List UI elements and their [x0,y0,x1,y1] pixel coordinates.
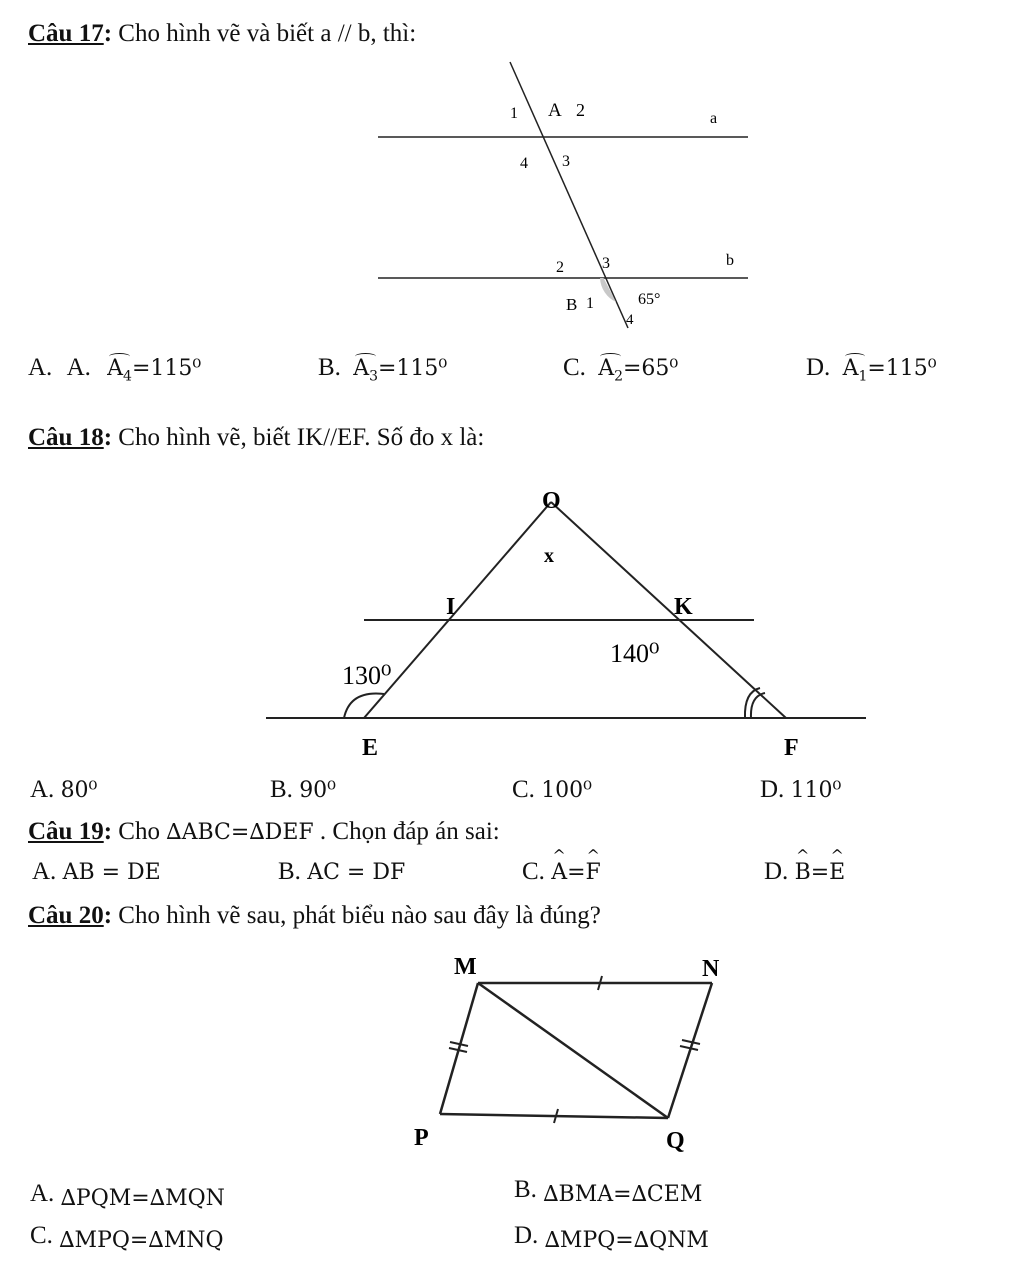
label-A: A [548,100,562,121]
label-b4: 4 [626,312,634,328]
q18-number: Câu 18 [28,424,104,451]
q20-option-b[interactable]: B. ∆BMA=∆CEM [514,1176,703,1207]
q20-figure [360,938,762,1170]
label-b3: 3 [602,255,610,272]
label-a3: 3 [562,153,570,170]
q19-option-a[interactable]: A. AB = DE [32,858,161,885]
q17-text: Cho hình vẽ và biết a // b, thì: [112,20,417,47]
q20-heading: Câu 20: Cho hình vẽ sau, phát biểu nào sau đây là đúng? [28,902,601,929]
label-P: P [414,1125,429,1151]
q18-option-d[interactable]: D. 110⁰ [760,776,842,803]
label-B: B [566,295,578,314]
label-b: b [726,252,734,269]
q18-option-a[interactable]: A. 80⁰ [30,776,98,803]
q17-option-a[interactable]: A. A. $A_4=115^0$ [28,354,202,385]
q20-text: Cho hình vẽ sau, phát biểu nào sau đây là đúng? [112,902,601,929]
q20-option-d[interactable]: D. ∆MPQ=∆QNM [514,1222,709,1253]
label-a2: 2 [576,100,585,120]
arc-130 [344,694,384,719]
q19-option-c[interactable]: C. ^ A=^ F [522,858,601,886]
q18-option-c[interactable]: C. 100⁰ [512,776,592,803]
side-oe [364,502,551,718]
label-K: K [674,594,693,620]
q17-number: Câu 17 [28,20,104,47]
q19-number: Câu 19 [28,818,104,845]
q19-option-d[interactable]: D. ^ B=^ E [764,858,845,886]
label-140: 140⁰ [610,639,660,668]
q18-heading: Câu 18: Cho hình vẽ, biết IK//EF. Số đo x là: [28,424,485,451]
label-b1: 1 [586,295,594,312]
q18-text: Cho hình vẽ, biết IK//EF. Số đo x là: [112,424,485,451]
label-Q: Q [666,1128,685,1154]
q17-option-c[interactable]: C. $A_2=65^0$ [563,354,679,385]
diagonal-mq [478,983,668,1118]
label-F: F [784,735,799,761]
q17-figure [370,60,770,340]
label-I: I [446,594,456,620]
label-b2: 2 [556,259,564,276]
label-a1: 1 [510,105,518,122]
side-of [551,502,786,718]
q17-heading: Câu 17: Cho hình vẽ và biết a // b, thì: [28,20,417,47]
label-65: 65° [638,291,661,308]
side-pq [440,1114,668,1118]
q20-option-a[interactable]: A. ∆PQM=∆MQN [30,1180,225,1211]
label-M: M [454,954,477,980]
q18-figure [260,452,884,770]
q19-formula: ∆ABC=∆DEF [166,820,314,845]
label-E: E [362,735,379,761]
q20-number: Câu 20 [28,902,104,929]
side-nq [668,983,712,1118]
label-x: x [544,545,554,567]
label-130: 130⁰ [342,661,392,690]
side-mp [440,983,478,1114]
q17-option-d[interactable]: D. $A_1=115^0$ [806,354,937,385]
q18-option-b[interactable]: B. 90⁰ [270,776,337,803]
tick-nq-2 [680,1046,698,1050]
label-a: a [710,110,718,127]
label-N: N [702,956,720,982]
transversal [510,62,628,328]
label-O: O [542,488,561,514]
label-a4: 4 [520,155,528,172]
q20-option-c[interactable]: C. ∆MPQ=∆MNQ [30,1222,224,1253]
q17-option-b[interactable]: B. $A_3=115^0$ [318,354,448,385]
q19-heading: Câu 19: Cho ∆ABC=∆DEF . Chọn đáp án sai: [28,818,500,845]
q19-option-b[interactable]: B. AC = DF [278,858,406,885]
